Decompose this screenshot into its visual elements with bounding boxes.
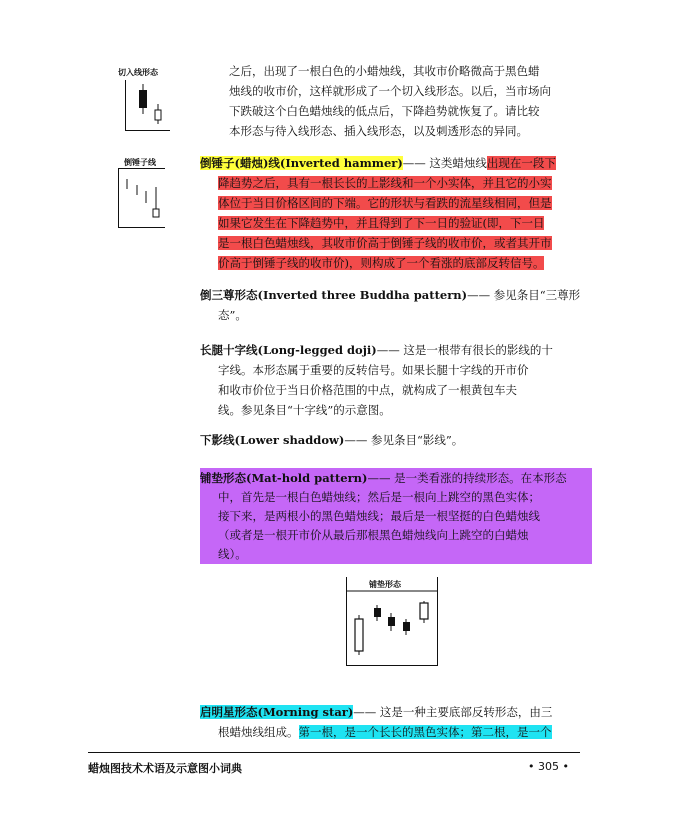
highlighted-text: 价高于倒锤子线的收市价)，则构成了一个看涨的底部反转信号。 bbox=[218, 256, 545, 270]
entry-term: 启明星形态(Morning star) bbox=[200, 705, 354, 719]
mat-hold-figure bbox=[346, 577, 438, 666]
highlighted-text: 如果它发生在下降趋势中，并且得到了下一日的验证(即，下一日 bbox=[218, 216, 545, 230]
entry-term: 长腿十字线(Long-legged doji) bbox=[200, 343, 377, 357]
highlighted-text: 是一根白色蜡烛线，其收市价高于倒锤子线的收市价，或者其开市 bbox=[218, 236, 552, 250]
entry-mat-hold bbox=[200, 469, 567, 564]
highlighted-text: 第一根，是一个长长的黑色实体；第二根，是一个 bbox=[298, 725, 552, 739]
cut-in-continuation-paragraph bbox=[229, 61, 551, 141]
paragraph-line: 之后，出现了一根白色的小蜡烛线，其收市价略微高于黑色蜡 bbox=[229, 64, 540, 78]
entry-dash-text: —— 参见条目“影线”。 bbox=[344, 433, 464, 447]
entry-dash-text: —— 这是一种主要底部反转形态，由三 bbox=[353, 705, 553, 719]
cut-in-pattern-figure bbox=[125, 80, 170, 131]
cut-in-figure-label: 切入线形态 bbox=[118, 68, 158, 77]
inverted-hammer-figure bbox=[118, 168, 165, 228]
entry-inverted-three-buddha bbox=[200, 285, 580, 325]
entry-line: 根蜡烛线组成。 bbox=[218, 725, 299, 739]
paragraph-line: 烛线的收市价，这样就形成了一个切入线形态。以后，当市场向 bbox=[229, 84, 551, 98]
highlighted-text: 出现在一段下 bbox=[486, 156, 556, 170]
paragraph-line: 本形态与待入线形态、插入线形态，以及刺透形态的异同。 bbox=[229, 124, 528, 138]
entry-dash-text: —— 这类蜡烛线 bbox=[402, 156, 487, 170]
highlighted-text: 降趋势之后，具有一根长长的上影线和一个小实体，并且它的小实 bbox=[218, 176, 552, 190]
mat-hold-figure-label: 铺垫形态 bbox=[369, 580, 401, 589]
entry-dash-text: —— 是一类看涨的持续形态。在本形态 bbox=[367, 471, 567, 485]
entry-morning-star bbox=[200, 702, 552, 742]
footer-book-title: 蜡烛图技术术语及示意图小词典 bbox=[88, 762, 242, 775]
entry-line: 中，首先是一根白色蜡烛线；然后是一根向上跳空的黑色实体； bbox=[218, 490, 540, 504]
entry-line: 态”。 bbox=[218, 308, 247, 322]
highlighted-text: 体位于当日价格区间的下端。它的形状与看跌的流星线相同，但是 bbox=[218, 196, 552, 210]
entry-line: 线。参见条目“十字线”的示意图。 bbox=[218, 403, 391, 417]
entry-lower-shadow bbox=[200, 430, 463, 450]
entry-line: 接下来，是两根小的黑色蜡烛线；最后是一根坚挺的白色蜡烛线 bbox=[218, 509, 540, 523]
entry-term: 下影线(Lower shaddow) bbox=[200, 433, 345, 447]
entry-dash-text: —— 参见条目“三尊形 bbox=[467, 288, 581, 302]
entry-inverted-hammer bbox=[200, 153, 586, 273]
paragraph-line: 下跌破这个白色蜡烛线的低点后，下降趋势就恢复了。请比较 bbox=[229, 104, 540, 118]
entry-line: 字线。本形态属于重要的反转信号。如果长腿十字线的开市价 bbox=[218, 363, 529, 377]
footer-page-number: • 305 • bbox=[528, 760, 569, 773]
footer-rule bbox=[88, 752, 580, 753]
entry-dash-text: —— 这是一根带有很长的影线的十 bbox=[376, 343, 553, 357]
entry-long-legged-doji bbox=[200, 340, 553, 420]
entry-line: （或者是一根开市价从最后那根黑色蜡烛线向上跳空的白蜡烛 bbox=[218, 528, 529, 542]
entry-term: 倒三尊形态(Inverted three Buddha pattern) bbox=[200, 288, 468, 302]
entry-line: 和收市价位于当日价格范围的中点，就构成了一根黄包车夫 bbox=[218, 383, 517, 397]
entry-term: 铺垫形态(Mat-hold pattern) bbox=[200, 471, 368, 485]
entry-line: 线）。 bbox=[218, 547, 247, 561]
inverted-hammer-figure-label: 倒锤子线 bbox=[124, 158, 156, 167]
entry-term: 倒锤子(蜡烛)线(Inverted hammer) bbox=[200, 156, 403, 170]
